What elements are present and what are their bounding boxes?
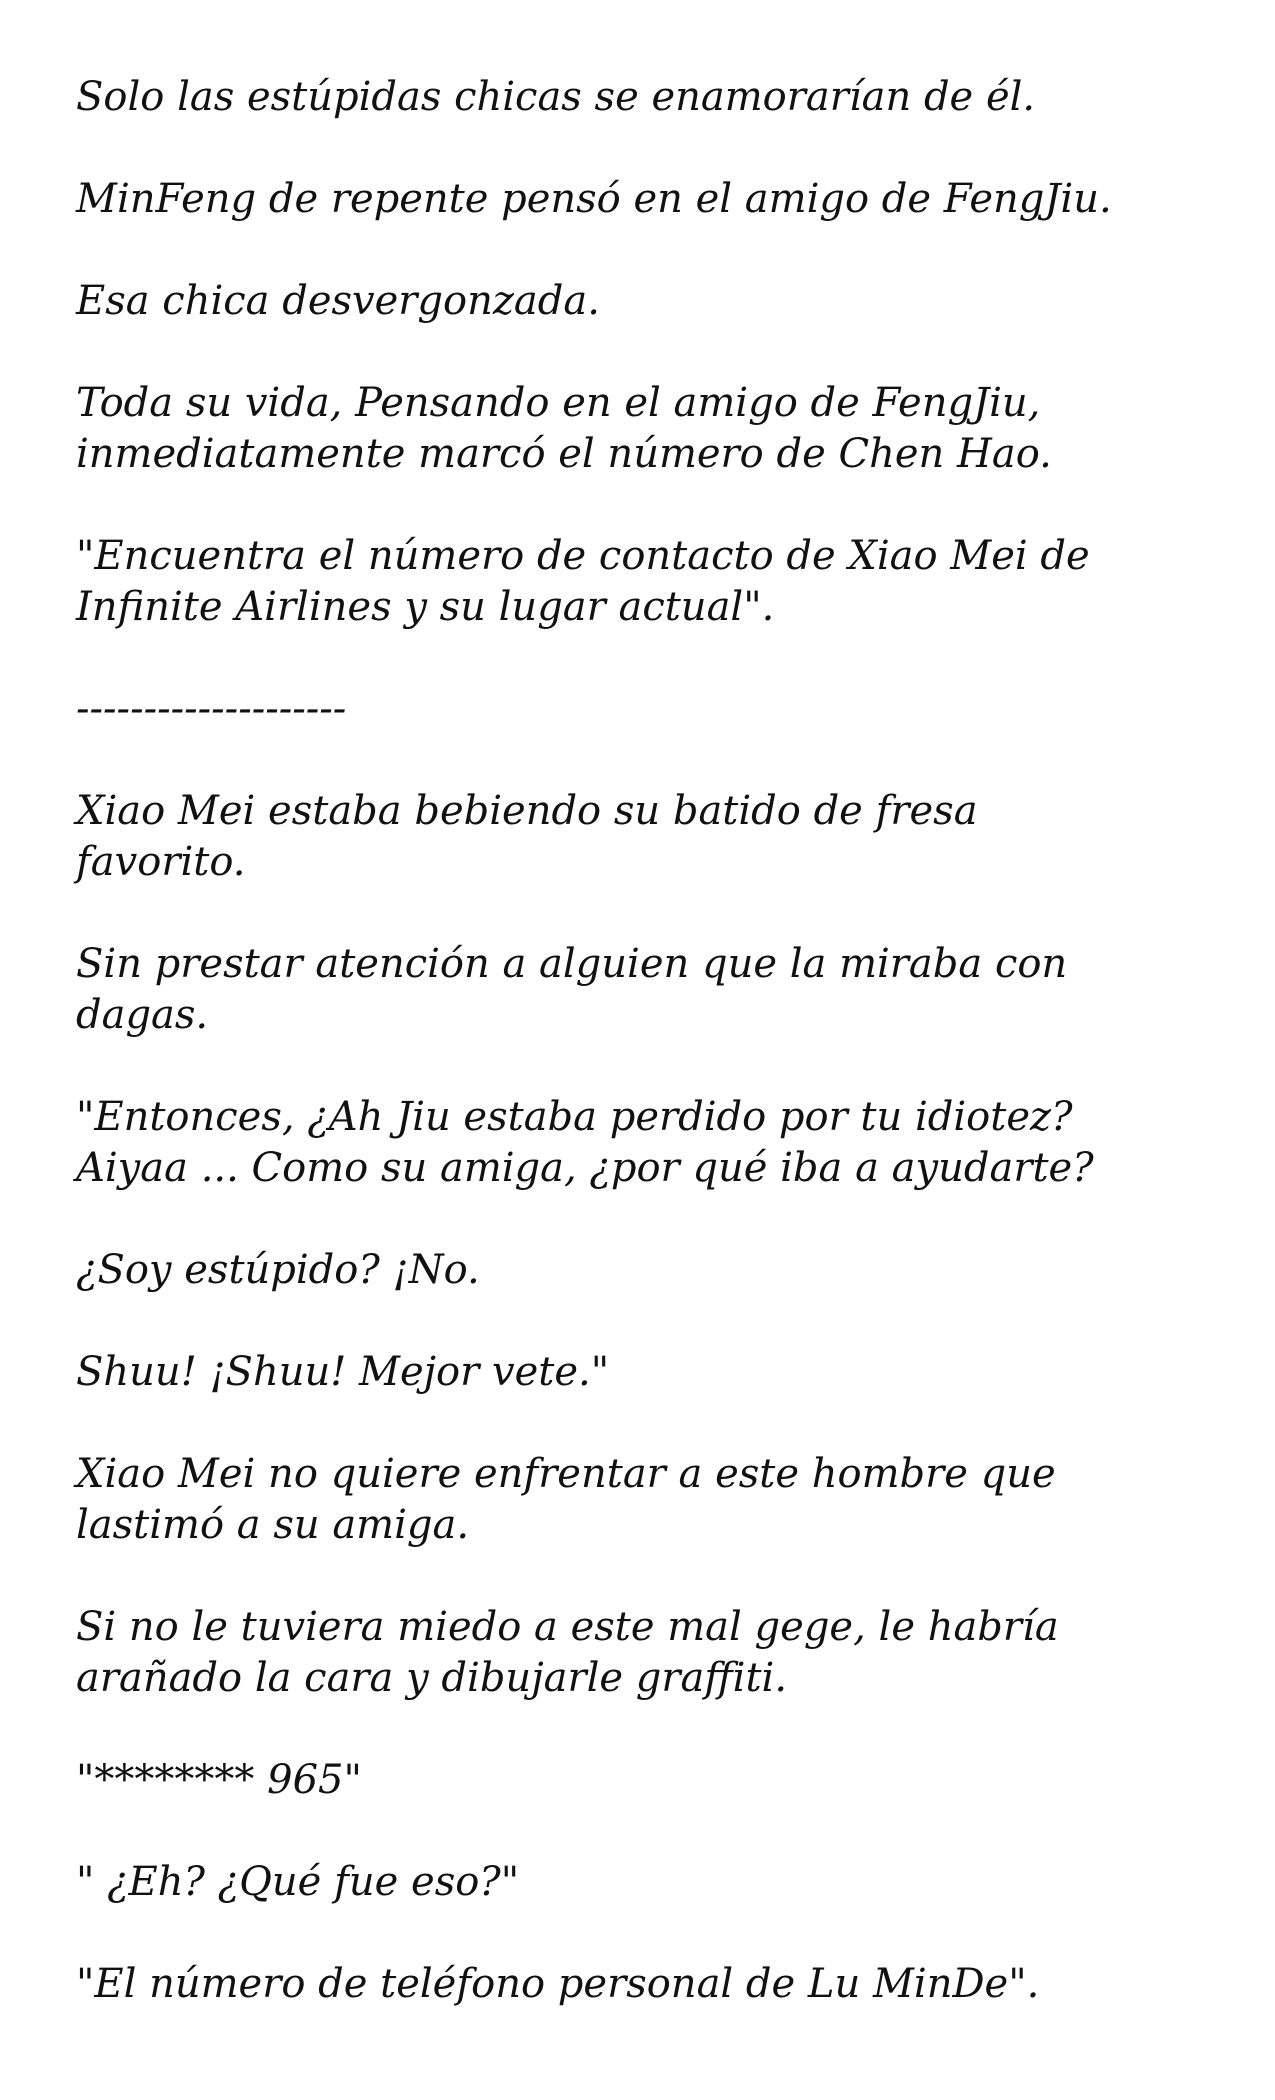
- paragraph-7: Sin prestar atención a alguien que la miraba con dagas.: [76, 941, 1068, 1038]
- paragraph-15: "El número de teléfono personal de Lu MinDe".: [76, 1961, 1040, 2007]
- paragraph-3: Esa chica desvergonzada.: [76, 278, 600, 324]
- section-divider: --------------------: [76, 686, 347, 732]
- paragraph-12: Si no le tuviera miedo a este mal gege, le habría arañado la cara y dibujarle graffiti.: [76, 1604, 1059, 1701]
- paragraph-1: Solo las estúpidas chicas se enamorarían de él.: [76, 74, 1036, 120]
- paragraph-6: Xiao Mei estaba bebiendo su batido de fresa favorito.: [76, 788, 978, 885]
- paragraph-5: "Encuentra el número de contacto de Xiao Mei de Infinite Airlines y su lugar actual".: [76, 533, 1090, 630]
- paragraph-9: ¿Soy estúpido? ¡No.: [76, 1247, 480, 1293]
- paragraph-4: Toda su vida, Pensando en el amigo de FengJiu, inmediatamente marcó el número de Chen Hao.: [76, 380, 1052, 477]
- paragraph-10: Shuu! ¡Shuu! Mejor vete.": [76, 1349, 610, 1395]
- paragraph-13: "******** 965": [76, 1757, 362, 1803]
- paragraph-2: MinFeng de repente pensó en el amigo de FengJiu.: [76, 176, 1112, 222]
- paragraph-14: " ¿Eh? ¿Qué fue eso?": [76, 1859, 520, 1905]
- paragraph-8: "Entonces, ¿Ah Jiu estaba perdido por tu idiotez? Aiyaa ... Como su amiga, ¿por qué iba a ayudarte?: [76, 1094, 1094, 1191]
- paragraph-11: Xiao Mei no quiere enfrentar a este hombre que lastimó a su amiga.: [76, 1451, 1056, 1548]
